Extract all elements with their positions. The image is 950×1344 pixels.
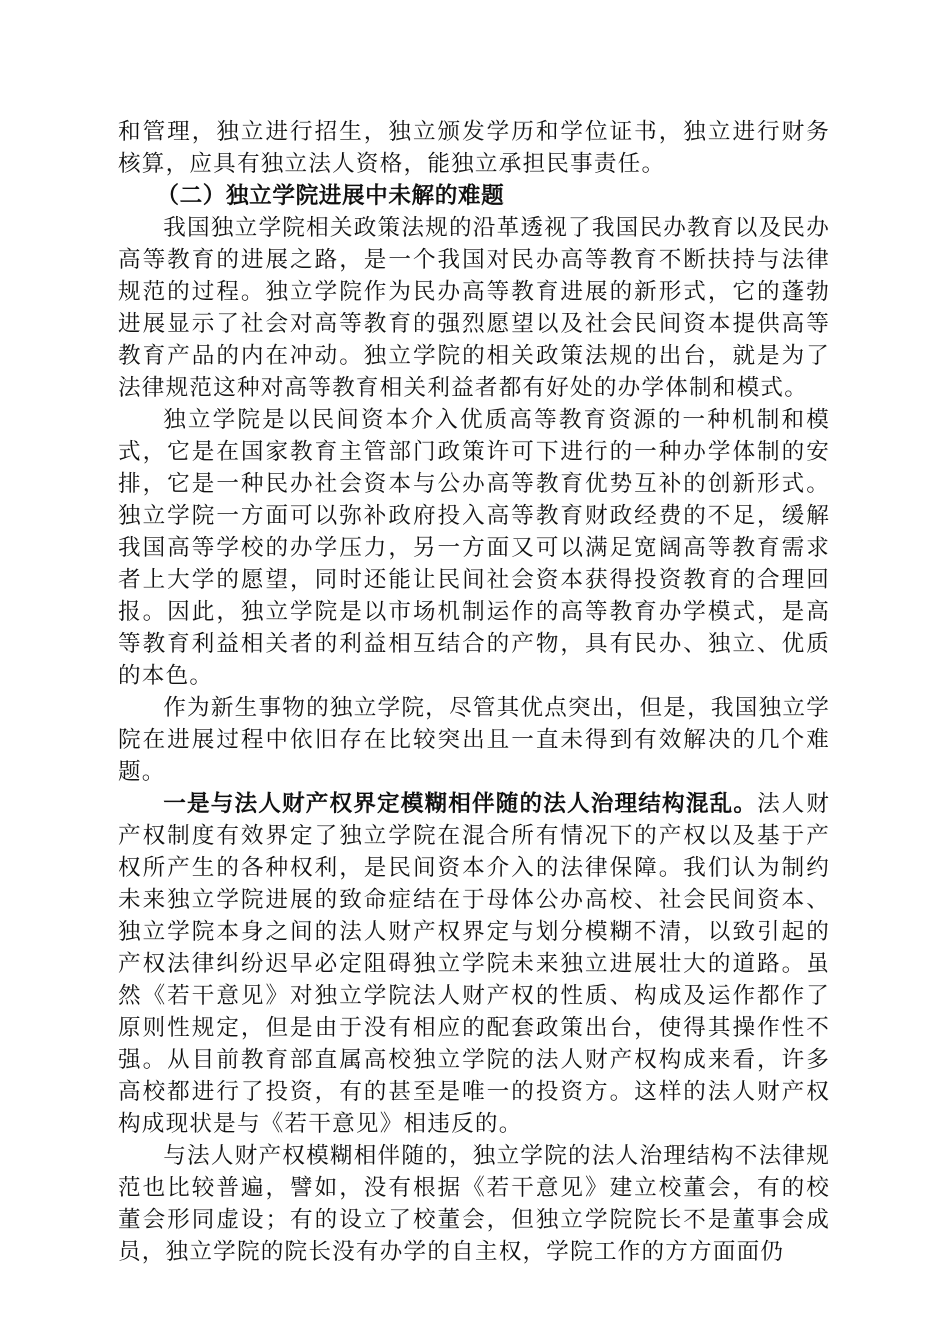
- body-paragraph-1: 我国独立学院相关政策法规的沿革透视了我国民办教育以及民办高等教育的进展之路，是一个我国对民办高等教育不断扶持与法律规范的过程。独立学院作为民办高等教育进展的新形式，它的蓬勃进展显示了社会对高等教育的强烈愿望以及社会民间资本提供高等教育产品的内在冲动。独立学院的相关政策法规的出台，就是为了法律规范这种对高等教育相关利益者都有好处的办学体制和模式。: [118, 215, 830, 401]
- paragraph-lead-sentence: 一是与法人财产权界定模糊相伴随的法人治理结构混乱。: [163, 791, 758, 817]
- document-page: [118, 116, 830, 1268]
- body-paragraph-5: 与法人财产权模糊相伴随的，独立学院的法人治理结构不法律规范也比较普遍，譬如，没有根据《若干意见》建立校董会，有的校董会形同虚设；有的设立了校董会，但独立学院院长不是董事会成员，独立学院的院长没有办学的自主权，学院工作的方方面面仍: [118, 1143, 830, 1265]
- section-heading: （二）独立学院进展中未解的难题: [156, 183, 505, 209]
- body-paragraph-4: [118, 788, 830, 1140]
- body-paragraph-3: 作为新生事物的独立学院，尽管其优点突出，但是，我国独立学院在进展过程中依旧存在比较突出且一直未得到有效解决的几个难题。: [118, 695, 830, 785]
- intro-paragraph: 和管理，独立进行招生，独立颁发学历和学位证书，独立进行财务核算，应具有独立法人资格，能独立承担民事责任。: [118, 119, 830, 177]
- body-paragraph-2: 独立学院是以民间资本介入优质高等教育资源的一种机制和模式，它是在国家教育主管部门政策许可下进行的一种办学体制的安排，它是一种民办社会资本与公办高等教育优势互补的创新形式。独立学院一方面可以弥补政府投入高等教育财政经费的不足，缓解我国高等学校的办学压力，另一方面又可以满足宽阔高等教育需求者上大学的愿望，同时还能让民间社会资本获得投资教育的合理回报。因此，独立学院是以市场机制运作的高等教育办学模式，是高等教育利益相关者的利益相互结合的产物，具有民办、独立、优质的本色。: [118, 407, 830, 689]
- paragraph-body-text: 法人财产权制度有效界定了独立学院在混合所有情况下的产权以及基于产权所产生的各种权利，是民间资本介入的法律保障。我们认为制约未来独立学院进展的致命症结在于母体公办高校、社会民间资本、独立学院本身之间的法人财产权界定与划分模糊不清，以致引起的产权法律纠纷迟早必定阻碍独立学院未来独立进展壮大的道路。虽然《若干意见》对独立学院法人财产权的性质、构成及运作都作了原则性规定，但是由于没有相应的配套政策出台，使得其操作性不强。从目前教育部直属高校独立学院的法人财产权构成来看，许多高校都进行了投资，有的甚至是唯一的投资方。这样的法人财产权构成现状是与《若干意见》相违反的。: [118, 791, 830, 1137]
